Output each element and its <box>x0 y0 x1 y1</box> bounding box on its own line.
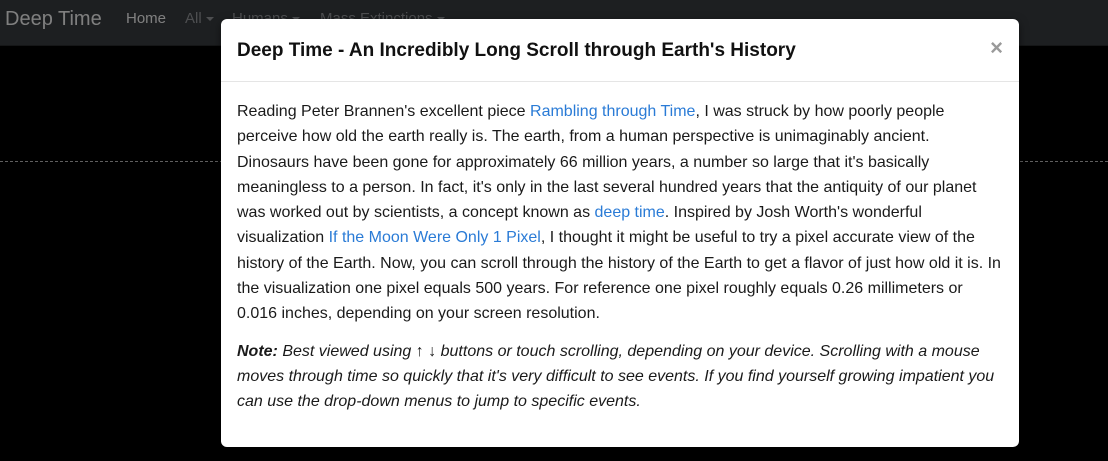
modal-body <box>237 99 1005 427</box>
intro-paragraph <box>237 99 1005 327</box>
close-icon[interactable]: × <box>990 35 1003 60</box>
note-label: Note: <box>237 342 278 360</box>
modal-header <box>221 19 1019 82</box>
note-paragraph <box>237 339 1005 415</box>
intro-text-1: Reading Peter Brannen's excellent piece <box>237 103 531 120</box>
link-rambling-through-time[interactable]: Rambling through Time <box>530 103 696 120</box>
link-moon-one-pixel[interactable]: If the Moon Were Only 1 Pixel <box>328 229 541 247</box>
intro-text-3: . Inspired by Josh Worth's wonderful visualization <box>237 204 922 247</box>
link-deep-time[interactable]: deep time <box>594 204 665 222</box>
about-modal <box>221 19 1019 447</box>
note-text: Best viewed using ↑ ↓ buttons or touch scrolling, depending on your device. Scrolling with a mouse moves through time so quickly that it's very difficult to see events. If you find yourself growing impatient you can use the drop-down menus to jump to specific events. <box>237 342 995 411</box>
intro-text-2: , I was struck by how poorly people perceive how old the earth really is. The earth, from a human perspective is unimaginably ancient. Dinosaurs have been gone for approximately 66 million years, a number so large that it's basically meaningless to a person. In fact, it's only in the last several hundred years that the antiquity of our planet was worked out by scientists, a concept known as <box>237 103 977 222</box>
modal-title: Deep Time - An Incredibly Long Scroll through Earth's History <box>237 40 796 61</box>
intro-text-4: , I thought it might be useful to try a pixel accurate view of the history of the Earth. Now, you can scroll through the history of the Earth to get a flavor of just how old it is. In the visualization one pixel equals 500 years. For reference one pixel roughly equals 0.26 millimeters or 0.016 inches, depending on your screen resolution. <box>237 229 1001 323</box>
